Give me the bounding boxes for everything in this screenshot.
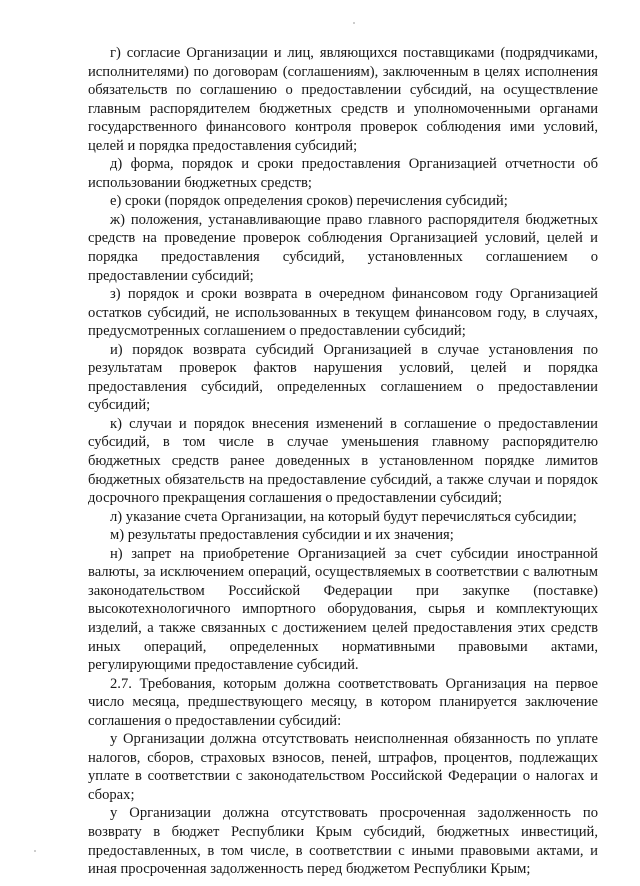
- paragraph-n: н) запрет на приобретение Организацией за счет субсидии иностранной валюты, за исключением операций, осуществляемых в соответствии с валютным законодательством Российской Федерации при закупке (поставке) высокотехнологичного импортного оборудования, сырья и комплектующих изделий, а также связанных с достижением целей предоставления этих средств иных операций, определенных нормативными правовыми актами, регулирующими предоставление субсидий.: [88, 545, 598, 674]
- paragraph-z: з) порядок и сроки возврата в очередном финансовом году Организацией остатков субсидий, не использованных в текущем финансовом году, в случаях, предусмотренных соглашением о предоставлении субсидий;: [88, 286, 598, 340]
- paragraph-m: м) результаты предоставления субсидии и их значения;: [110, 527, 454, 544]
- scan-speck: [353, 22, 355, 24]
- paragraph-e: е) сроки (порядок определения сроков) перечисления субсидий;: [110, 193, 508, 210]
- section-2-7: 2.7. Требования, которым должна соответствовать Организация на первое число месяца, предшествующего месяцу, в котором планируется заключение соглашения о предоставлении субсидий:: [88, 675, 598, 729]
- paragraph-d: д) форма, порядок и сроки предоставления Организацией отчетности об использовании бюджетных средств;: [88, 156, 598, 191]
- paragraph-l: л) указание счета Организации, на который будут перечисляться субсидии;: [110, 508, 577, 525]
- paragraph-g: г) согласие Организации и лиц, являющихся поставщиками (подрядчиками, исполнителями) по договорам (соглашениям), заключенным в целях исполнения обязательств по соглашению о предоставлении субсидий, на осуществление главным распорядителем бюджетных средств и уполномоченными органами государственного финансового контроля проверок соблюдения ими условий, целей и порядка предоставления субсидий;: [88, 45, 598, 154]
- document-page: [88, 44, 598, 879]
- requirement-no-tax-debt: у Организации должна отсутствовать неисполненная обязанность по уплате налогов, сборов, страховых взносов, пеней, штрафов, процентов, подлежащих уплате в соответствии с законодательством Российской Федерации о налогах и сборах;: [88, 731, 598, 803]
- requirement-no-budget-debt: у Организации должна отсутствовать просроченная задолженность по возврату в бюджет Республики Крым субсидий, бюджетных инвестиций, предоставленных, в том числе, в соответствии с иными правовыми актами, и иная просроченная задолженность перед бюджетом Республики Крым;: [88, 805, 598, 878]
- scan-speck: [34, 850, 36, 852]
- paragraph-i: и) порядок возврата субсидий Организацией в случае установления по результатам проверок фактов нарушения условий, целей и порядка предоставления субсидий, определенных соглашением о предоставлении субсидий;: [88, 341, 598, 414]
- paragraph-zh: ж) положения, устанавливающие право главного распорядителя бюджетных средств на проведение проверок соблюдения Организацией условий, целей и порядка предоставления субсидий, установленных соглашением о предоставлении субсидий;: [88, 211, 598, 284]
- paragraph-k: к) случаи и порядок внесения изменений в соглашение о предоставлении субсидий, в том числе в случае уменьшения главному распорядителю бюджетных средств ранее доведенных в установленном порядке лимитов бюджетных обязательств на предоставление субсидий, а также случаи и порядок досрочного прекращения соглашения о предоставлении субсидий;: [88, 415, 598, 507]
